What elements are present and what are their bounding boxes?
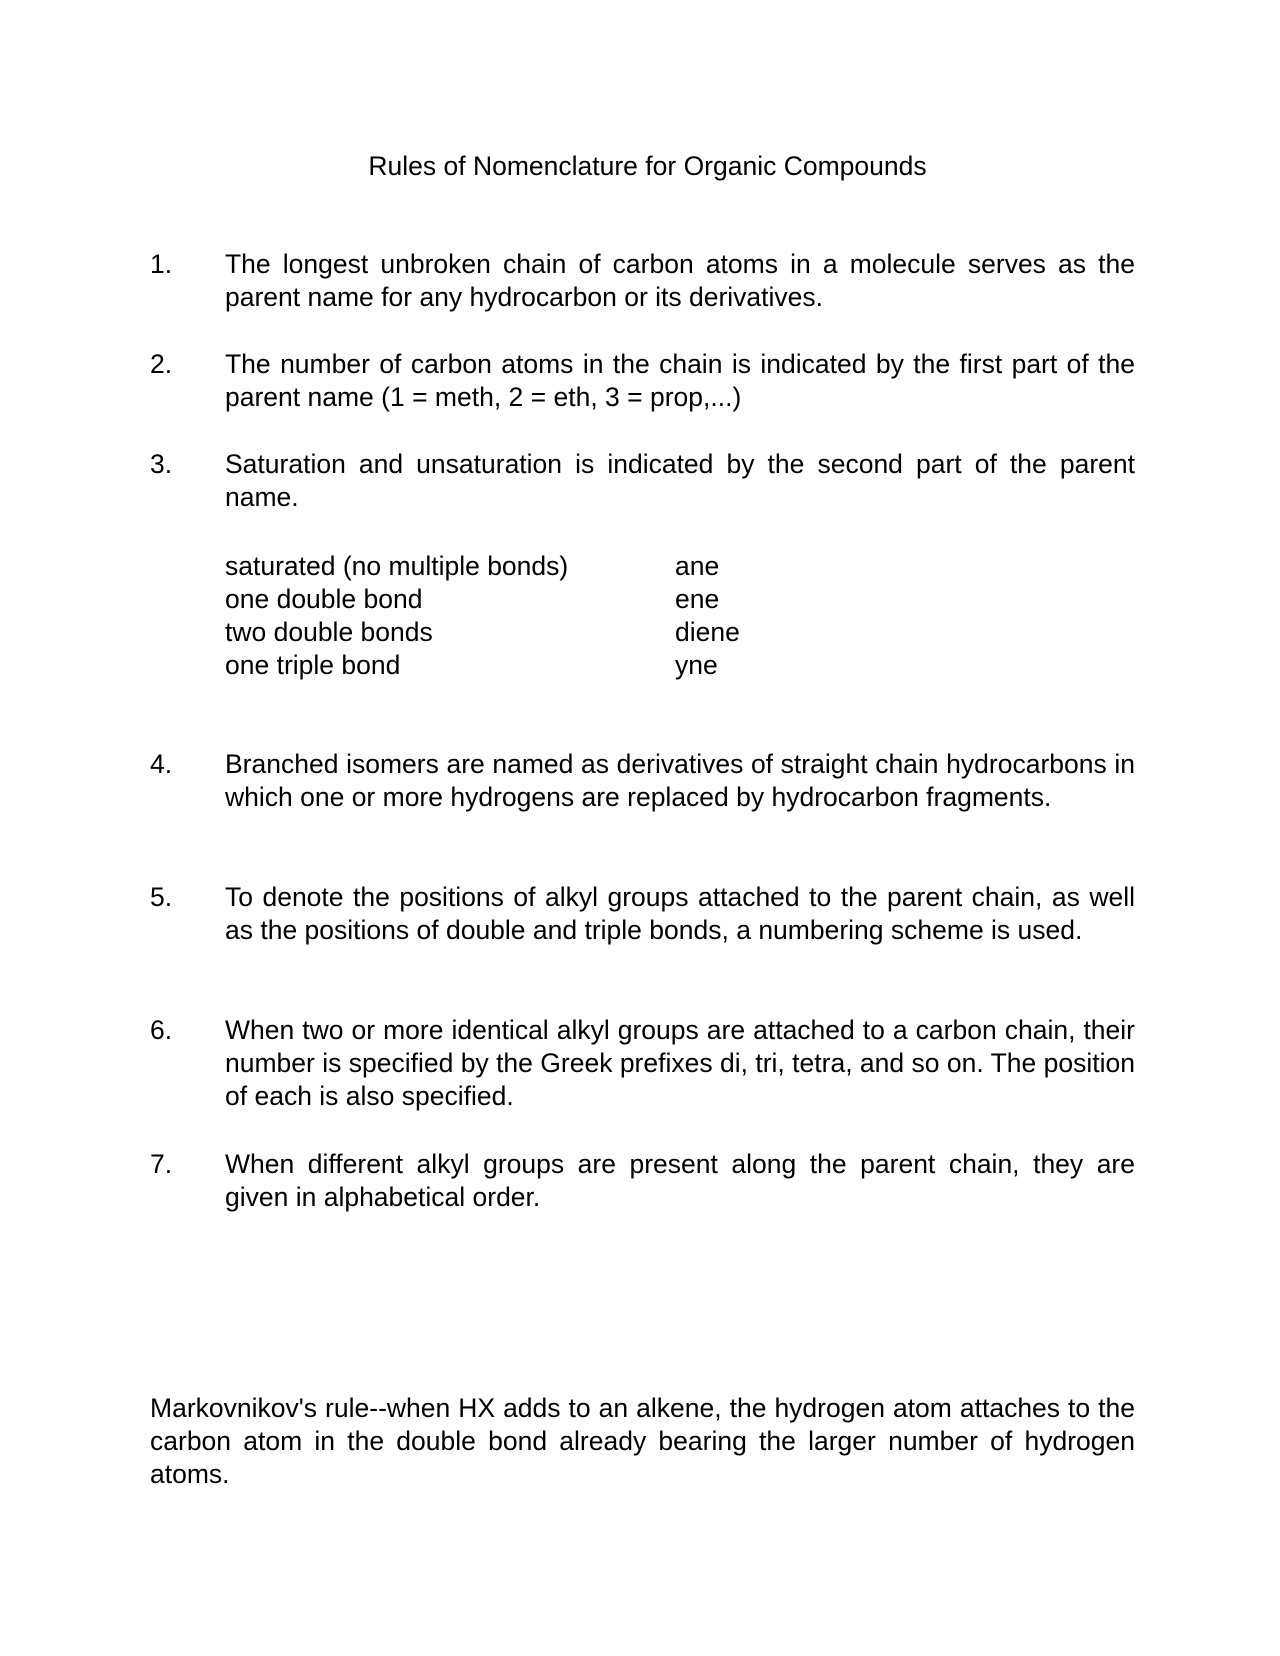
suffix-table bbox=[225, 550, 825, 682]
rule-number: 1. bbox=[150, 249, 173, 279]
table-row bbox=[225, 616, 825, 649]
bond-type-cell: two double bonds bbox=[225, 617, 433, 647]
rule-text: When different alkyl groups are present along the parent chain, they are given in alphabetical order. bbox=[225, 1149, 1135, 1212]
table-row bbox=[225, 649, 825, 682]
markovnikov-rule-note: Markovnikov's rule--when HX adds to an alkene, the hydrogen atom attaches to the carbon atom in the double bond already bearing the larger number of hydrogen atoms. bbox=[150, 1393, 1135, 1489]
rule-number: 6. bbox=[150, 1015, 173, 1045]
rule-number: 4. bbox=[150, 749, 173, 779]
rule-text: Branched isomers are named as derivatives of straight chain hydrocarbons in which one or more hydrogens are replaced by hydrocarbon fragments. bbox=[225, 749, 1135, 812]
rule-number: 2. bbox=[150, 349, 173, 379]
bond-type-cell: saturated (no multiple bonds) bbox=[225, 551, 569, 581]
rule-text: The longest unbroken chain of carbon atoms in a molecule serves as the parent name for any hydrocarbon or its derivatives. bbox=[225, 249, 1135, 312]
suffix-cell: ane bbox=[675, 551, 720, 581]
rule-number: 7. bbox=[150, 1149, 173, 1179]
rule-text: When two or more identical alkyl groups are attached to a carbon chain, their number is specified by the Greek prefixes di, tri, tetra, and so on. The position of each is also specified. bbox=[225, 1015, 1135, 1111]
rule-number: 3. bbox=[150, 449, 173, 479]
table-row bbox=[225, 583, 825, 616]
suffix-cell: yne bbox=[675, 650, 718, 680]
page-title: Rules of Nomenclature for Organic Compounds bbox=[368, 151, 927, 181]
bond-type-cell: one double bond bbox=[225, 584, 423, 614]
rule-text: The number of carbon atoms in the chain is indicated by the first part of the parent name (1 = meth, 2 = eth, 3 = prop,...) bbox=[225, 349, 1135, 412]
table-row bbox=[225, 550, 825, 583]
rule-text: To denote the positions of alkyl groups attached to the parent chain, as well as the positions of double and triple bonds, a numbering scheme is used. bbox=[225, 882, 1135, 945]
suffix-cell: ene bbox=[675, 584, 720, 614]
rule-number: 5. bbox=[150, 882, 173, 912]
bond-type-cell: one triple bond bbox=[225, 650, 401, 680]
suffix-cell: diene bbox=[675, 617, 740, 647]
rule-text: Saturation and unsaturation is indicated by the second part of the parent name. bbox=[225, 449, 1135, 512]
